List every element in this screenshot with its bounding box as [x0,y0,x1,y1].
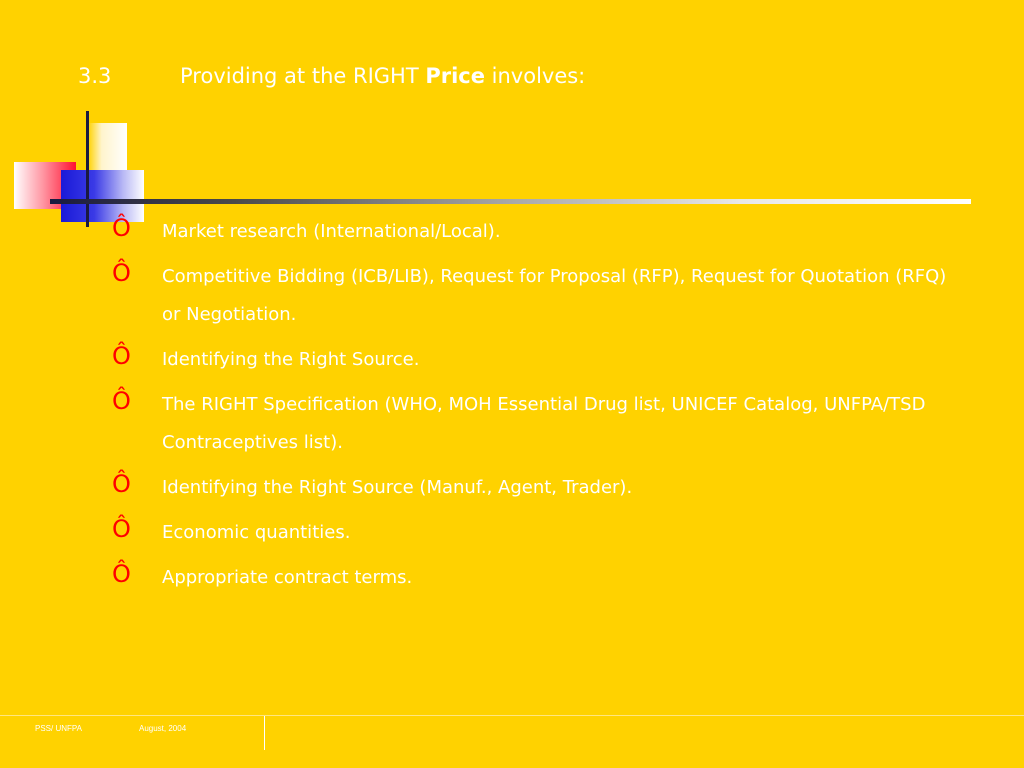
title-text-pre: Providing at the RIGHT [180,64,426,88]
bullet-icon: Ô [112,259,131,287]
bullet-item [112,341,962,379]
bullet-item [112,469,962,507]
title-text-post: involves: [484,64,586,88]
bullet-icon: Ô [112,470,131,498]
title-underline-rule [50,199,971,204]
bullet-text: Market research (International/Local). [162,221,501,242]
bullet-item [112,386,962,462]
bullet-text: Competitive Bidding (ICB/LIB), Request for Proposal (RFP), Request for Quotation (RFQ) or Negotiation. [162,266,947,325]
bullet-text: The RIGHT Specification (WHO, MOH Essential Drug list, UNICEF Catalog, UNFPA/TSD Contraceptives list). [162,394,926,453]
bullet-item [112,514,962,552]
bullet-text: Economic quantities. [162,522,351,543]
title-text-bold: Price [425,64,485,88]
bullet-icon: Ô [112,214,131,242]
bullet-item [112,559,962,597]
bullet-icon: Ô [112,387,131,415]
footer-divider [264,716,265,750]
bullet-text: Appropriate contract terms. [162,567,413,588]
bullet-icon: Ô [112,515,131,543]
bullet-text: Identifying the Right Source (Manuf., Agent, Trader). [162,477,633,498]
footer-date: August, 2004 [139,724,187,733]
bullet-item [112,258,962,334]
bullet-icon: Ô [112,342,131,370]
bullet-list [112,213,962,604]
bullet-icon: Ô [112,560,131,588]
bullet-text: Identifying the Right Source. [162,349,420,370]
section-number: 3.3 [78,64,112,88]
slide-title [78,64,585,88]
bullet-item [112,213,962,251]
footer-organization: PSS/ UNFPA [35,724,82,733]
decorative-vertical-line [86,111,89,227]
footer-rule [0,715,1024,716]
